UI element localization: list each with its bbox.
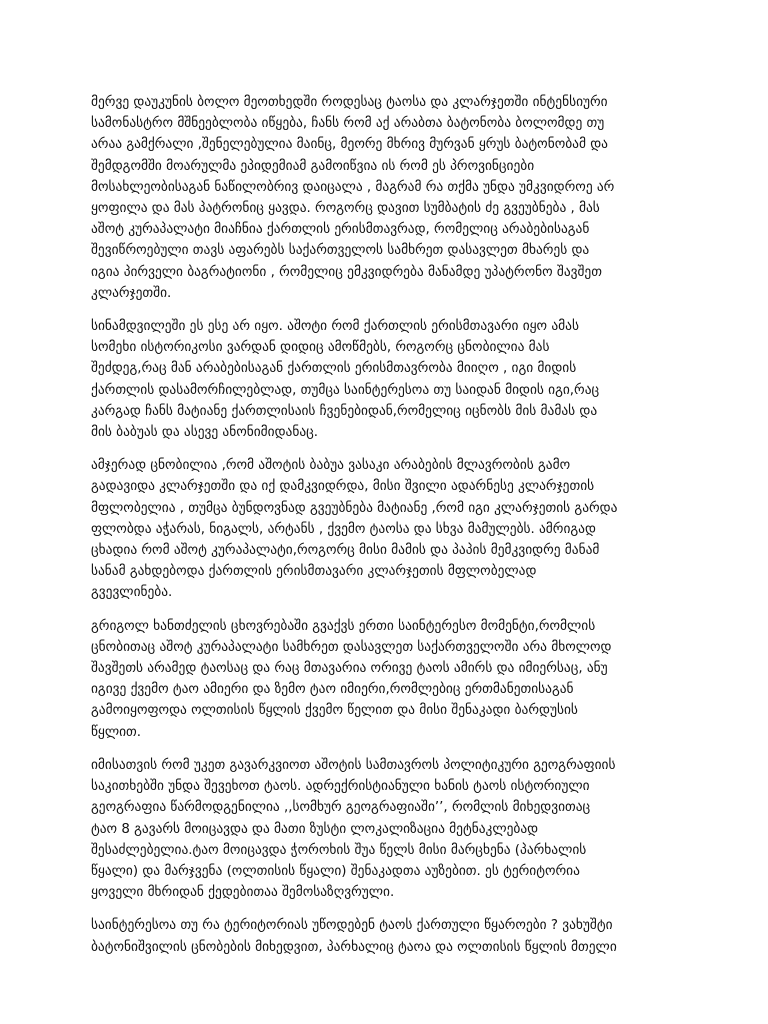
paragraph-2: სინამდვილეში ეს ესე არ იყო. აშოტი რომ ქართლის ერისმთავარი იყო ამას სომეხი ისტორიკოსი ვარდან დიდიც ამოწმებს, როგორც ცნობილია მას შეძდეგ,რაც მან არაბებისაგან ქართლის ერისმთავრობა მიიღო , იგი მიდის ქართლის დასამორჩილებლად, თუმცა საინტერესოა თუ საიდან მიდის იგი,რაც კარგად ჩანს მატიანე ქართლისაის ჩვენებიდან,რომელიც იცნობს მის მამას და მის ბაბუას და ასევე ანონიმიდანაც. bbox=[91, 319, 600, 441]
paragraph-5: იმისათვის რომ უკეთ გავარკვიოთ აშოტის სამთავროს პოლიტიკური გეოგრაფიის საკითხებში უნდა შევეხოთ ტაოს. ადრექრისტიანული ხანის ტაოს ისტორიული გეოგრაფია წარმოდგენილია ,,სომხურ გეოგრაფიაში’’, რომლის მიხედვითაც ტაო 8 გავარს მოიცავდა და მათი ზუსტი ლოკალიზაცია მეტნაკლებად შესაძლებელია.ტაო მოიცავდა ჭოროხის შუა წელს მისი მარცხენა (პარხალის წყალი) და მარჯვენა (ოლთისის წყალი) შენაკადთა აუზებით. ეს ტერიტორია ყოველი მხრიდან ქედებითაა შემოსაზღვრული. bbox=[91, 757, 616, 901]
paragraph-3: ამჯერად ცნობილია ,რომ აშოტის ბაბუა ვასაკი არაბების მლავრობის გამო გადავიდა კლარჯეთში და იქ დამკვიდრდა, მისი შვილი ადარნესე კლარჯეთის მფლობელია , თუმცა ბუნდოვნად გვეუბნება მატიანე ,რომ იგი კლარჯეთის გარდა ფლობდა აჭარას, ნიგალს, არტანს , ქვემო ტაოსა და სხვა მამულებს. ამრიგად ცხადია რომ აშოტ კურაპალატი,როგორც მისი მამის და პაპის მემკვიდრე მანამ სანამ გახდებოდა ქართლის ერისმთავარი კლარჯეთის მფლობელად გვევლინება. bbox=[91, 458, 618, 601]
paragraph-4: გრიგოლ ხანთძელის ცხოვრებაში გვაქვს ერთი საინტერესო მომენტი,რომლის ცნობითაც აშოტ კურაპალატი სამხრეთ დასავლეთ საქართველოში არა მხოლოდ შავშეთს არამედ ტაოსაც და რაც მთავარია ორივე ტაოს ამირს და იმიერსაც, ანუ იგივე ქვემო ტაო ამიერი და ზემო ტაო იმიერი,რომლებიც ერთმანეთისაგან გამოიყოფოდა ოლთისის წყლის ქვემო წელით და მისი შენაკადი ბარდუსის წყლით. bbox=[91, 618, 612, 740]
paragraph-1: მერვე დაუკუნის ბოლო მეოთხედში როდესაც ტაოსა და კლარჯეთში ინტენსიური სამონასტრო მშნეებლობა იწყება, ჩანს რომ აქ არაბთა ბატონობა ბოლომდე თუ არაა გამქრალი ,შენელებულია მაინც, მეორე მხრივ მურვან ყრუს ბატონობამ და შემდგომში მოარულმა ეპიდემიამ გამოიწვია ის რომ ეს პროვინციები მოსახლეობისაგან ნაწილობრივ დაიცალა , მაგრამ რა თქმა უნდა უმკვიდროე არ ყოფილა და მას პატრონიც ყავდა. როგორც დავით სუმბატის ძე გვეუბნება , მას აშოტ კურაპალატი მიაჩნია ქართლის ერისმთავრად, რომელიც არაბებისაგან შევიწროებული თავს აფარებს საქართველოს სამხრეთ დასავლეთ მხარეს და იგია პირველი ბაგრატიონი , რომელიც ემკვიდრება მანამდე უპატრონო შავშეთ კლარჯეთში. bbox=[91, 95, 615, 301]
paragraph-6: საინტერესოა თუ რა ტერიტორიას უწოდებენ ტაოს ქართული წყაროები ? ვახუშტი ბატონიშვილის ცნობების მიხედვით, პარხალიც ტაოა და ოლთისის წყლის მთელი bbox=[91, 918, 617, 955]
